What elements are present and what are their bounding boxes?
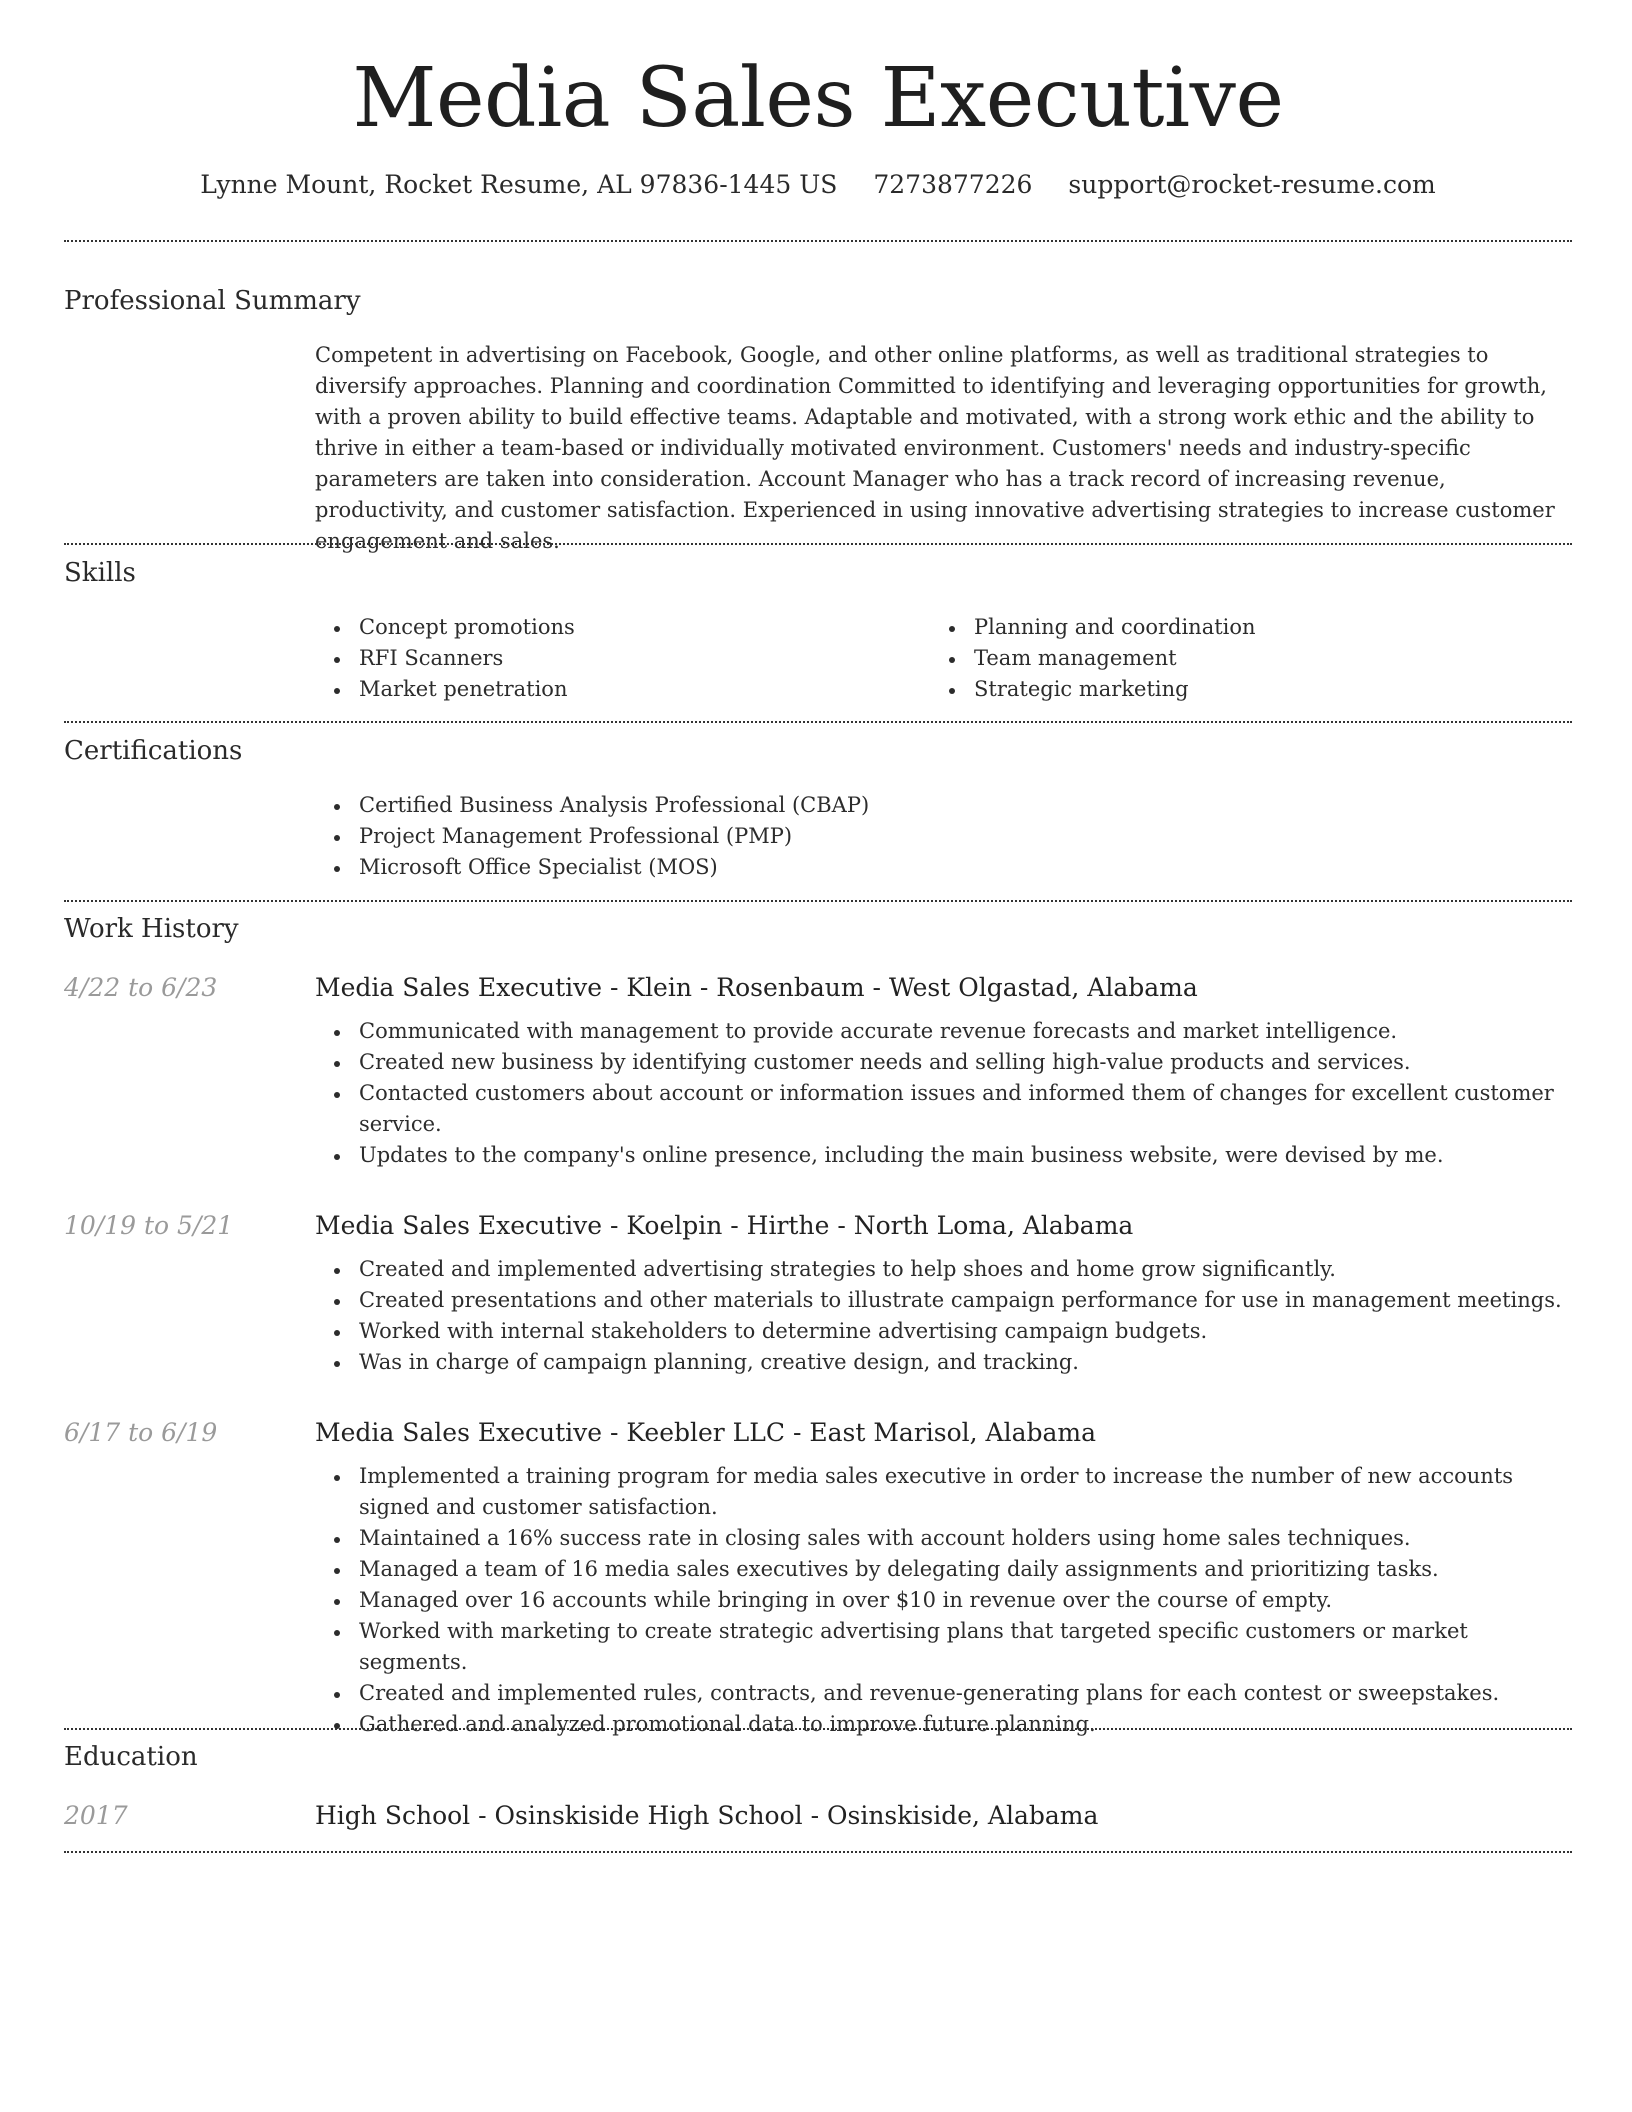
section-title-skills: Skills: [64, 558, 136, 588]
job-bullet: Managed a team of 16 media sales executives by delegating daily assignments and prioritizing tasks.: [315, 1554, 1572, 1585]
job-bullet: Created new business by identifying customer needs and selling high-value products and services.: [315, 1047, 1572, 1078]
resume-page: [64, 0, 1572, 1830]
certification-item: Project Management Professional (PMP): [315, 821, 1572, 852]
skill-item: Planning and coordination: [930, 612, 1530, 643]
section-title-summary: Professional Summary: [64, 286, 361, 316]
job-entry: [315, 973, 1572, 1171]
contact-line: [64, 170, 1572, 199]
job-bullets: [315, 1254, 1572, 1378]
certification-item: Microsoft Office Specialist (MOS): [315, 852, 1572, 883]
job-bullet: Created and implemented rules, contracts, and revenue-generating plans for each contest or sweepstakes.: [315, 1678, 1572, 1709]
divider: [64, 1728, 1572, 1730]
job-title: Media Sales Executive - Keebler LLC - East Marisol, Alabama: [315, 1418, 1097, 1447]
contact-email: support@rocket-resume.com: [1068, 170, 1436, 199]
job-bullet: Gathered and analyzed promotional data to improve future planning.: [315, 1709, 1572, 1740]
job-dates: 10/19 to 5/21: [64, 1211, 234, 1240]
job-bullets: [315, 1461, 1572, 1740]
divider: [64, 721, 1572, 723]
skill-item: RFI Scanners: [315, 643, 915, 674]
skill-item: Concept promotions: [315, 612, 915, 643]
job-bullet: Was in charge of campaign planning, creative design, and tracking.: [315, 1347, 1572, 1378]
certifications-section: [315, 790, 1572, 883]
job-dates: 6/17 to 6/19: [64, 1418, 218, 1447]
job-title: Media Sales Executive - Koelpin - Hirthe - North Loma, Alabama: [315, 1211, 1134, 1240]
resume-name: Media Sales Executive: [352, 51, 1284, 146]
education-entry: [315, 1801, 1572, 1830]
summary-section: [315, 340, 1572, 557]
section-title-work: Work History: [64, 914, 239, 944]
education-title: High School - Osinskiside High School - Osinskiside, Alabama: [315, 1801, 1099, 1830]
job-bullet: Created presentations and other materials to illustrate campaign performance for use in management meetings.: [315, 1285, 1572, 1316]
job-bullet: Communicated with management to provide accurate revenue forecasts and market intelligence.: [315, 1016, 1572, 1047]
contact-phone: 7273877226: [873, 170, 1033, 199]
summary-text: Competent in advertising on Facebook, Google, and other online platforms, as well as traditional strategies to diversify approaches. Planning and coordination Committed to identifying and leveraging opportunities for growth, with a proven ability to build effective teams. Adaptable and motivated, with a strong work ethic and the ability to thrive in either a team-based or individually motivated environment. Customers' needs and industry-specific parameters are taken into consideration. Account Manager who has a track record of increasing revenue, productivity, and customer satisfaction. Experienced in using innovative advertising strategies to increase customer engagement and sales.: [315, 343, 1555, 553]
skill-item: Market penetration: [315, 674, 915, 705]
job-bullet: Implemented a training program for media sales executive in order to increase the number of new accounts signed and customer satisfaction.: [315, 1461, 1572, 1523]
skill-item: Team management: [930, 643, 1530, 674]
divider: [64, 900, 1572, 902]
job-bullet: Contacted customers about account or information issues and informed them of changes for excellent customer service.: [315, 1078, 1572, 1140]
contact-address: Lynne Mount, Rocket Resume, AL 97836-1445 US: [200, 170, 838, 199]
certification-item: Certified Business Analysis Professional (CBAP): [315, 790, 1572, 821]
job-title: Media Sales Executive - Klein - Rosenbaum - West Olgastad, Alabama: [315, 973, 1198, 1002]
section-title-certifications: Certifications: [64, 736, 243, 766]
certifications-list: [315, 790, 1572, 883]
section-title-education: Education: [64, 1742, 198, 1772]
job-entry: [315, 1418, 1572, 1740]
job-entry: [315, 1211, 1572, 1378]
education-year: 2017: [64, 1801, 128, 1830]
divider: [64, 240, 1572, 242]
job-bullet: Worked with internal stakeholders to determine advertising campaign budgets.: [315, 1316, 1572, 1347]
job-bullet: Created and implemented advertising strategies to help shoes and home grow significantly.: [315, 1254, 1572, 1285]
skill-item: Strategic marketing: [930, 674, 1530, 705]
job-dates: 4/22 to 6/23: [64, 973, 218, 1002]
skills-list-left: [315, 612, 915, 705]
job-bullet: Worked with marketing to create strategic advertising plans that targeted specific customers or market segments.: [315, 1616, 1572, 1678]
job-bullet: Managed over 16 accounts while bringing in over $10 in revenue over the course of empty.: [315, 1585, 1572, 1616]
job-bullet: Maintained a 16% success rate in closing sales with account holders using home sales techniques.: [315, 1523, 1572, 1554]
skills-list-right: [930, 612, 1530, 705]
divider: [64, 543, 1572, 545]
divider: [64, 1851, 1572, 1853]
job-bullet: Updates to the company's online presence, including the main business website, were devised by me.: [315, 1140, 1572, 1171]
job-bullets: [315, 1016, 1572, 1171]
